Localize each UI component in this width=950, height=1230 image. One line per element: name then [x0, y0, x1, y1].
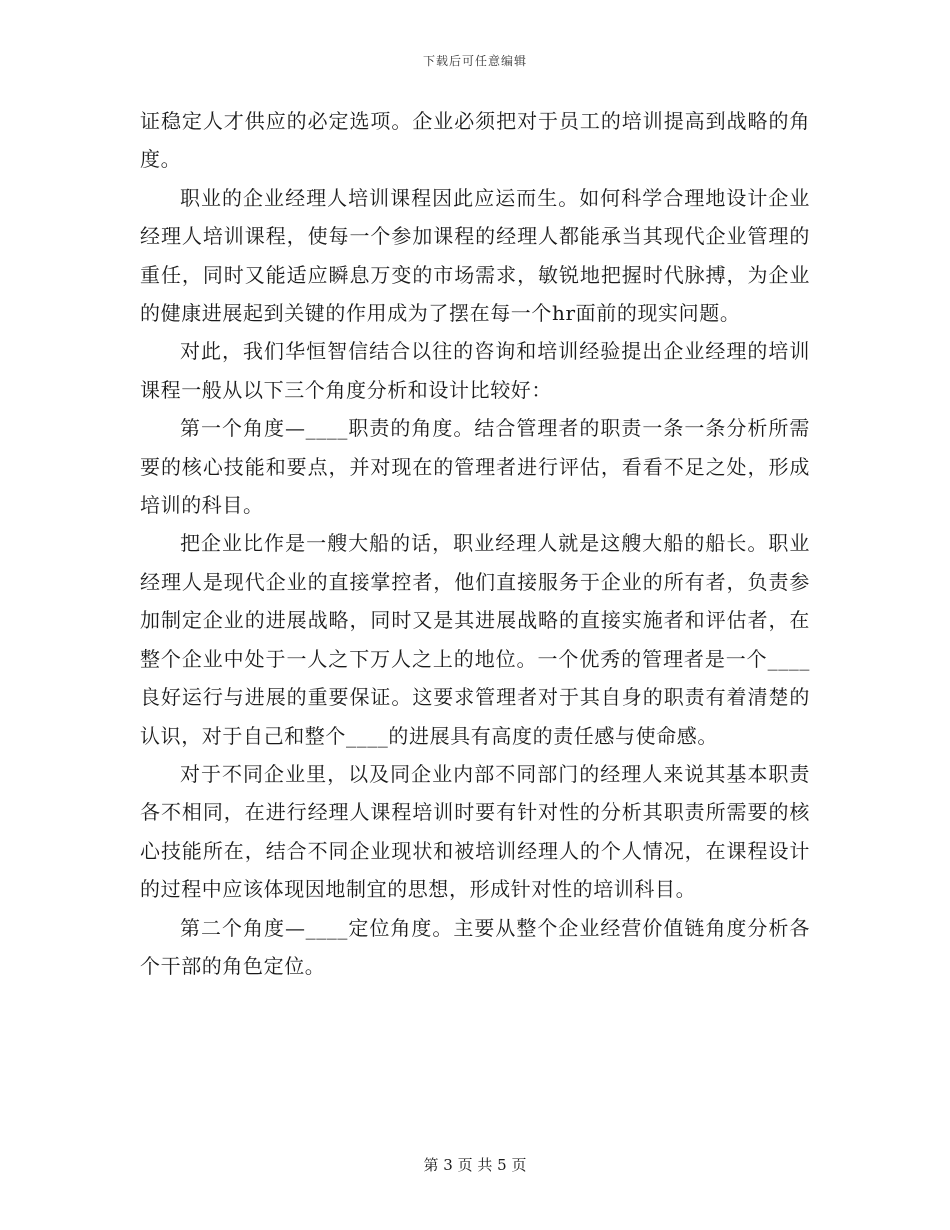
paragraph-3: 对此，我们华恒智信结合以往的咨询和培训经验提出企业经理的培训课程一般从以下三个角度分析和设计比较好： [140, 339, 810, 402]
paragraph-2: 职业的企业经理人培训课程因此应运而生。如何科学合理地设计企业经理人培训课程，使每一个参加课程的经理人都能承当其现代企业管理的重任，同时又能适应瞬息万变的市场需求，敏锐地把握时代脉搏，为企业的健康进展起到关键的作用成为了摆在每一个hr面前的现实问题。 [140, 185, 810, 326]
page-footer: 第 3 页 共 5 页 [423, 1156, 527, 1174]
paragraph-4: 第一个角度—____职责的角度。结合管理者的职责一条一条分析所需要的核心技能和要点，并对现在的管理者进行评估，看看不足之处，形成培训的科目。 [140, 416, 810, 518]
paragraph-6: 对于不同企业里，以及同企业内部不同部门的经理人来说其基本职责各不相同，在进行经理人课程培训时要有针对性的分析其职责所需要的核心技能所在，结合不同企业现状和被培训经理人的个人情况，在课程设计的过程中应该体现因地制宜的思想，形成针对性的培训科目。 [140, 761, 810, 902]
document-body [140, 102, 810, 985]
paragraph-7: 第二个角度—____定位角度。主要从整个企业经营价值链角度分析各个干部的角色定位。 [140, 915, 810, 978]
paragraph-1: 证稳定人才供应的必定选项。企业必须把对于员工的培训提高到战略的角度。 [140, 109, 810, 172]
paragraph-5: 把企业比作是一艘大船的话，职业经理人就是这艘大船的船长。职业经理人是现代企业的直接掌控者，他们直接服务于企业的所有者，负责参加制定企业的进展战略，同时又是其进展战略的直接实施者和评估者，在整个企业中处于一人之下万人之上的地位。一个优秀的管理者是一个____良好运行与进展的重要保证。这要求管理者对于其自身的职责有着清楚的认识，对于自己和整个____的进展具有高度的责任感与使命感。 [140, 531, 810, 748]
page-header: 下载后可任意编辑 [422, 54, 527, 68]
